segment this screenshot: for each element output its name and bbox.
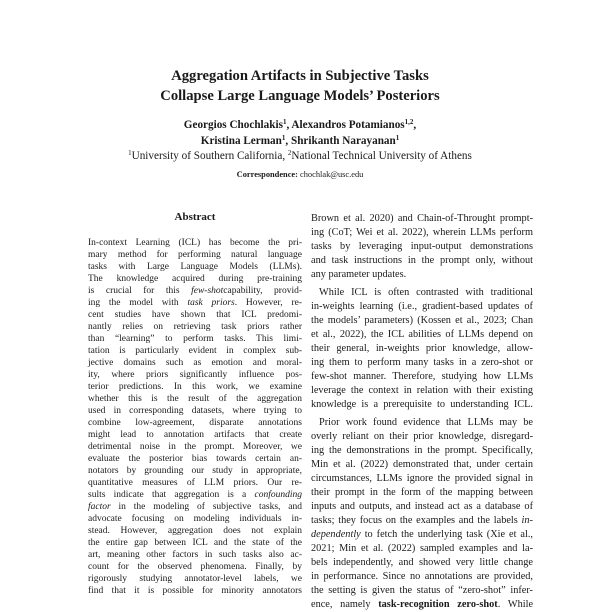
- body-line: Brown et al. 2020) and Chain-of-Throught prompt-: [311, 213, 533, 224]
- body-line: and task instructions in the prompt only, without: [311, 255, 533, 266]
- body-line: in performance. Since no annotations are provided,: [311, 571, 533, 582]
- abstract-line: might lead to annotation artifacts that create: [88, 430, 302, 440]
- body-line: overly reliant on their prior knowledge, disregard-: [311, 431, 533, 442]
- body-line: in-weights learning (i.e., gradient-based updates of: [311, 301, 533, 312]
- abstract-line: find that it is possible for minority annotators: [88, 586, 302, 596]
- body-line: tasks by leveraging input-output demonstrations: [311, 241, 533, 252]
- abstract-line: rigorously studying annotator-level labels, we: [88, 574, 302, 584]
- abstract-line: whether this is the result of the aggregation: [88, 394, 302, 404]
- author-affiliation-mark: 1: [282, 118, 287, 126]
- abstract-emphasis: task priors: [187, 298, 235, 308]
- body-line: ing the demonstrations in the prompt. Specifically,: [311, 445, 533, 456]
- body-line: leverage the context in relation with their existing: [311, 385, 533, 396]
- abstract-line: art, meaning other factors in such tasks also ac-: [88, 550, 302, 560]
- abstract-text: capability, provid-: [223, 286, 303, 296]
- abstract-text: . However, re-: [234, 298, 302, 308]
- body-line: ing them to perform many tasks in a zero-shot or: [311, 357, 533, 368]
- affiliation-text: University of Southern California,: [131, 150, 288, 162]
- title-line-2: Collapse Large Language Models’ Posteriors: [160, 88, 440, 104]
- abstract-line: combine low-agreement, disparate annotations: [88, 418, 302, 428]
- abstract-emphasis: factor: [88, 502, 111, 512]
- abstract-text: in the modeling of subjective tasks, and: [110, 502, 302, 512]
- body-line: Prior work found evidence that LLMs may be: [319, 417, 533, 428]
- abstract-line: evaluate the posterior bias towards certain an-: [88, 454, 302, 464]
- body-line: Min et al. (2022) demonstrated that, under certain: [311, 459, 533, 470]
- body-line: circumstances, LLMs ignore the provided signal in: [311, 473, 533, 484]
- authors-line-1: [0, 118, 600, 134]
- body-line: any parameter updates.: [311, 269, 407, 280]
- abstract-line: tasks with Large Language Models (LLMs).: [88, 262, 302, 272]
- body-line: few-shot manner. Therefore, studying how LLMs: [311, 371, 533, 382]
- abstract-line: detrimental noise in the prompt. Moreover, we: [88, 442, 302, 452]
- author-name: Alexandros Potamianos: [291, 119, 405, 131]
- title-line-1: Aggregation Artifacts in Subjective Tasks: [171, 68, 429, 84]
- body-line: et al., 2022), the ICL abilities of LLMs depend on: [311, 329, 533, 340]
- abstract-line: tation is particularly evident in complex sub-: [88, 346, 302, 356]
- abstract-emphasis: few-shot: [191, 286, 224, 296]
- abstract-heading: Abstract: [174, 211, 216, 223]
- body-line: [311, 514, 533, 528]
- author-separator: ,: [286, 119, 292, 131]
- abstract-line: [88, 501, 302, 513]
- body-emphasis: dependently: [311, 529, 361, 540]
- abstract-emphasis: confounding: [254, 490, 302, 500]
- abstract-line: nantly relies on retrieving task priors rather: [88, 322, 302, 332]
- abstract-line: jective domains such as emotion and moral-: [88, 358, 302, 368]
- author-name: Georgios Chochlakis: [183, 119, 283, 131]
- correspondence-email[interactable]: chochlak@usc.edu: [297, 169, 364, 179]
- author-affiliation-mark: 1: [395, 133, 400, 142]
- author-separator: ,: [413, 119, 417, 131]
- abstract-line: count for the observed phenomena. Finally, by: [88, 562, 302, 572]
- body-line: bels independently, and showed very little change: [311, 557, 533, 568]
- authors-line-2: [0, 134, 600, 150]
- abstract-line: notators by grounding our study in appropriate,: [88, 466, 302, 476]
- abstract-line: In-context Learning (ICL) has become the pri-: [88, 238, 302, 248]
- abstract-line: used in corresponding datasets, where trying to: [88, 406, 302, 416]
- abstract-line: than “learning” to perform tasks. This limi-: [88, 334, 302, 344]
- affiliation-mark: 1: [128, 149, 132, 157]
- affiliations: [0, 149, 600, 165]
- abstract-line: terior predictions. In this work, we examine: [88, 382, 302, 392]
- body-line: inputs and outputs, and instead act as a database of: [311, 501, 533, 512]
- body-line: their prompt in the form of the mapping between: [311, 487, 533, 498]
- body-emphasis: in-: [521, 515, 533, 526]
- abstract-line: cent studies have shown that ICL predomi-: [88, 310, 302, 320]
- abstract-line: The knowledge acquired during pre-training: [88, 274, 302, 284]
- body-line: their general, in-weights prior knowledge, allow-: [311, 343, 533, 354]
- abstract-line: quantitative measures of LLM priors. Our re-: [88, 478, 302, 488]
- abstract-line: advocate focusing on modeling individuals in-: [88, 514, 302, 524]
- body-text: to fetch the underlying task (Xie et al.,: [360, 529, 533, 540]
- abstract-line: ity, where priors significantly influence pos-: [88, 370, 302, 380]
- abstract-line: the entire gap between ICL and the state of the: [88, 538, 302, 548]
- abstract-text: is crucial for this: [88, 286, 192, 296]
- body-line: the models’ parameters) (Kossen et al., 2023; Chan: [311, 315, 533, 326]
- body-line: ing (CoT; Wei et al. 2022), wherein LLMs perform: [311, 227, 533, 238]
- abstract-line: [88, 489, 302, 501]
- body-line: 2021; Min et al. (2022) sampled examples and la-: [311, 543, 533, 554]
- body-line: [311, 598, 533, 612]
- body-text: tasks; they focus on the examples and the labels: [311, 515, 522, 526]
- abstract-line: stead. However, aggregation does not explain: [88, 526, 302, 536]
- abstract-line: [88, 297, 302, 309]
- paper-title: [0, 66, 600, 106]
- author-name: Kristina Lerman: [200, 134, 282, 147]
- abstract-text: sults indicate that aggregation is a: [88, 490, 255, 500]
- affiliation-text: National Technical University of Athens: [291, 150, 472, 162]
- body-text: ence, namely: [311, 599, 379, 610]
- author-name: Shrikanth Narayanan: [290, 134, 396, 147]
- body-strong: task-recognition zero-shot: [378, 599, 498, 610]
- affiliation-mark: 2: [287, 149, 292, 157]
- body-text: . While: [497, 599, 534, 610]
- correspondence: [0, 167, 600, 183]
- body-line: the setting is given the status of “zero-shot” infer-: [311, 585, 533, 596]
- body-line: knowledge is a prerequisite to understanding ICL.: [311, 399, 533, 410]
- body-line: [311, 528, 533, 542]
- body-line: While ICL is often contrasted with traditional: [319, 287, 533, 298]
- abstract-line: mary method for performing natural language: [88, 250, 302, 260]
- author-block: [0, 118, 600, 182]
- abstract-text: ing the model with: [88, 298, 188, 308]
- correspondence-label: Correspondence:: [236, 169, 298, 179]
- abstract-line: [88, 285, 302, 297]
- author-affiliation-mark: 1: [281, 133, 286, 142]
- author-affiliation-mark: 1,2: [404, 118, 414, 126]
- author-separator: ,: [285, 134, 291, 147]
